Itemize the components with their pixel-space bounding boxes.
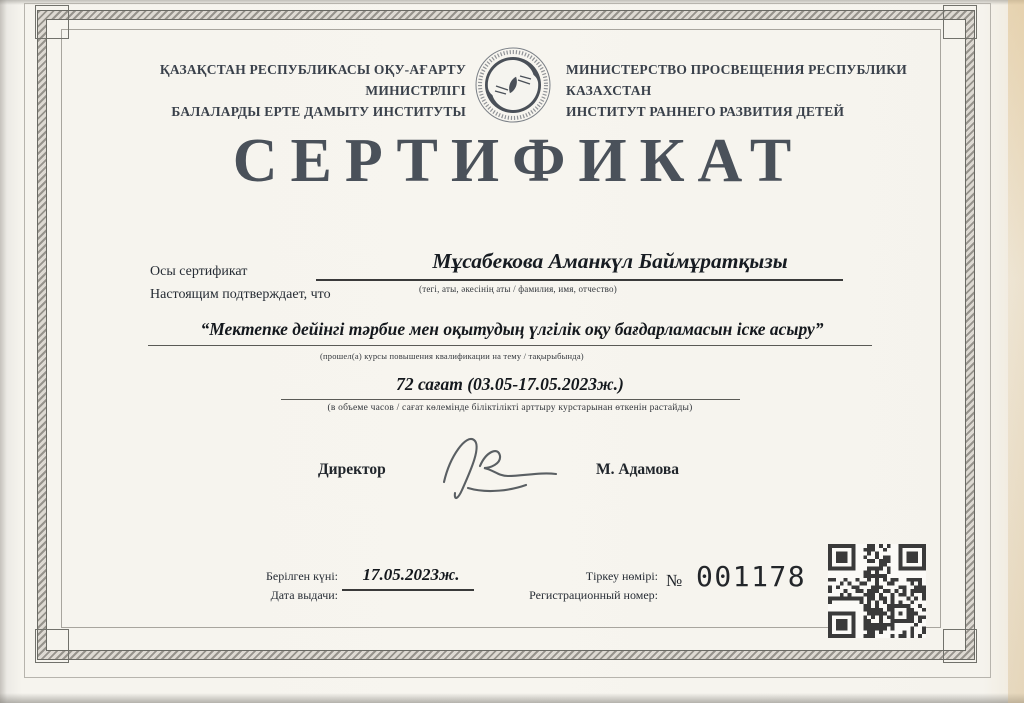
course-rule — [148, 345, 872, 346]
intro-line-ru: Настоящим подтверждает, что — [150, 287, 331, 303]
border-corner-ornament-bottom-left — [35, 629, 69, 663]
recipient-name-caption: (тегі, аты, әкесінің аты / фамилия, имя, отчество) — [419, 284, 617, 294]
certificate-title: СЕРТИФИКАТ — [232, 127, 805, 195]
recipient-name-rule — [316, 279, 843, 281]
duration-text: 72 сағат (03.05-17.05.2023ж.) — [396, 374, 624, 394]
org-name-russian — [566, 60, 966, 123]
duration-rule — [281, 399, 740, 400]
org-ru-line2: ИНСТИТУТ РАННЕГО РАЗВИТИЯ ДЕТЕЙ — [566, 103, 845, 119]
registration-labels — [524, 567, 658, 605]
registration-number: 001178 — [696, 560, 807, 593]
border-corner-ornament-top-left — [35, 5, 69, 39]
org-kk-line1: ҚАЗАҚСТАН РЕСПУБЛИКАСЫ ОҚУ-АҒАРТУ МИНИСТРЛІГІ — [159, 62, 466, 98]
qr-code — [828, 544, 926, 638]
director-name: М. Адамова — [596, 461, 680, 478]
two-hands-emblem-graphic — [474, 46, 552, 124]
org-name-kazakh — [68, 60, 466, 123]
course-caption: (прошел(а) курсы повышения квалификации на тему / тақырыбында) — [320, 351, 584, 361]
org-ru-line1: МИНИСТЕРСТВО ПРОСВЕЩЕНИЯ РЕСПУБЛИКИ КАЗАХСТАН — [566, 62, 907, 98]
course-title: “Мектепке дейінгі тәрбие мен оқытудың үлгілік оқу бағдарламасын іске асыру” — [200, 319, 824, 339]
numero-sign: № — [666, 571, 683, 590]
issue-date-label-kk: Берілген күні: — [266, 569, 338, 583]
scan-shadow-bottom — [0, 693, 1024, 703]
recipient-name: Мұсабекова Аманкүл Баймұратқызы — [432, 249, 788, 273]
signature-icon — [428, 428, 580, 502]
intro-text — [150, 260, 331, 306]
institute-emblem-icon — [474, 46, 552, 124]
signature-graphic — [428, 428, 580, 502]
issue-date-value: 17.05.2023ж. — [362, 565, 460, 584]
duration-caption: (в объеме часов / сағат көлемінде біліктілікті арттыру курстарынан өткенін растайды) — [327, 403, 693, 413]
scan-tint-right — [1008, 0, 1024, 703]
director-label: Директор — [318, 461, 386, 478]
qr-code-graphic — [828, 544, 926, 638]
issue-date-labels — [230, 567, 338, 605]
border-corner-ornament-bottom-right — [943, 629, 977, 663]
intro-line-kk: Осы сертификат — [150, 264, 248, 279]
registration-label-ru: Регистрационный номер: — [529, 588, 658, 603]
border-corner-ornament-top-right — [943, 5, 977, 39]
issue-date-label-ru: Дата выдачи: — [270, 588, 338, 603]
issue-date-rule — [342, 589, 474, 591]
registration-label-kk: Тіркеу нөмірі: — [585, 569, 658, 583]
org-kk-line2: БАЛАЛАРДЫ ЕРТЕ ДАМЫТУ ИНСТИТУТЫ — [171, 103, 466, 119]
